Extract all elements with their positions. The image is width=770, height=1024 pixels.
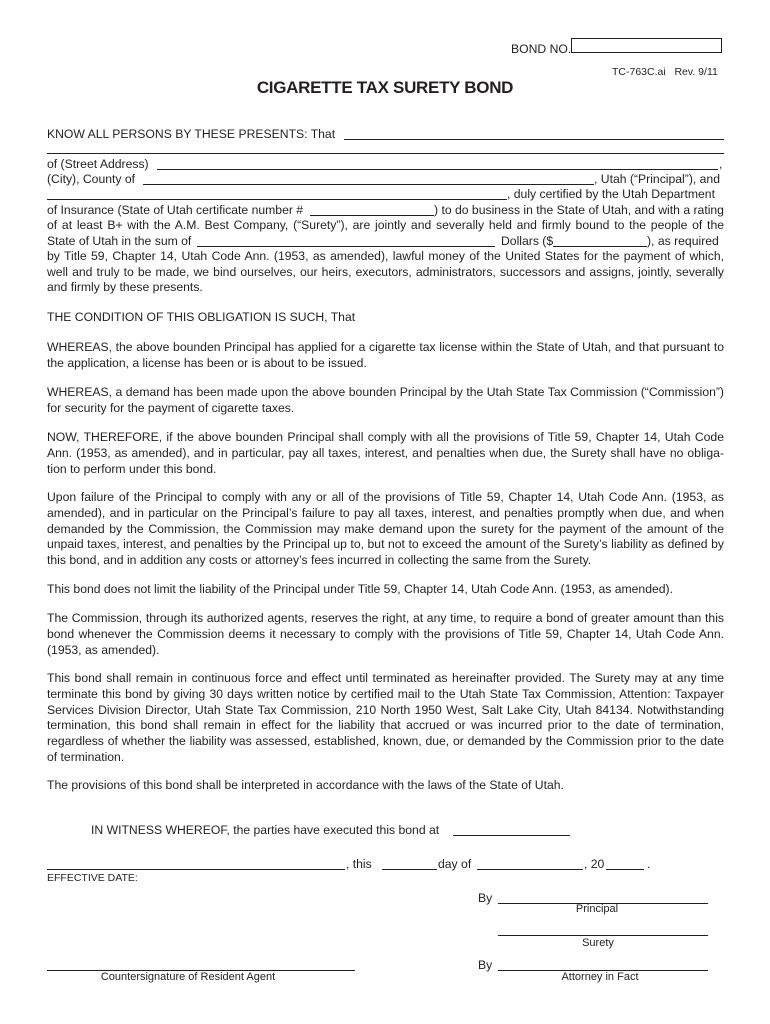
day-field[interactable] [382,869,437,870]
principal-label: Principal [575,903,619,915]
surety-name-field[interactable] [47,199,507,200]
provisions-paragraph: The provisions of this bond shall be interpreted in accordance with the laws of the State of Utah. [47,778,564,792]
duly-certified-text: , duly certified by the Utah Department [507,187,715,201]
year-period: . [647,857,651,871]
insurance-text-b: ) to do business in the State of Utah, and with a rating [434,203,724,217]
execution-place-field[interactable] [453,835,570,836]
form-revision: Rev. 9/11 [674,66,718,78]
page-title: CIGARETTE TAX SURETY BOND [256,78,514,97]
county-field[interactable] [143,184,594,185]
year-prefix-label: , 20 [584,857,605,871]
effective-date-field[interactable] [47,869,345,870]
form-id [612,66,718,78]
certificate-number-field[interactable] [310,215,434,216]
effective-date-label: EFFECTIVE DATE: [47,872,138,884]
best-company-text: of at least B+ with the A.M. Best Company, (“Surety”), are jointly and severally held and firmly bound to the people of the [47,218,724,232]
city-county-label: (City), County of [47,172,136,186]
attorney-by-label: By [478,958,493,972]
know-all-label: KNOW ALL PERSONS BY THESE PRESENTS: That [47,127,336,141]
day-of-label: day of [438,857,472,871]
sum-of-label: State of Utah in the sum of [47,234,192,248]
street-address-comma: , [719,157,723,171]
attorney-in-fact-label: Attorney in Fact [561,971,639,983]
principal-name-field[interactable] [344,139,724,140]
statute-line-a: by Title 59, Chapter 14, Utah Code Ann. (1953, as amended), lawful money of the United States for the payment of which, [47,249,724,263]
statute-line-c: and firmly by these presents. [47,280,203,294]
month-field[interactable] [477,869,583,870]
witness-text: IN WITNESS WHEREOF, the parties have executed this bond at [91,823,440,837]
bond-no-field[interactable] [571,38,722,53]
this-label: , this [346,857,372,871]
insurance-text-a: of Insurance (State of Utah certificate number # [47,203,304,217]
whereas-paragraph-2: WHEREAS, a demand has been made upon the above bounden Principal by the Utah State Tax Commission (“Commission”) for security for the payment of cigarette taxes. [47,385,724,415]
surety-label: Surety [582,937,614,949]
street-address-label: of (Street Address) [47,157,149,171]
principal-by-label: By [478,891,493,905]
surety-signature-field[interactable] [498,935,708,936]
as-required-text: ), as required [647,234,719,248]
now-therefore-paragraph: NOW, THEREFORE, if the above bounden Principal shall comply with all the provisions of Title 59, Chapter 14, Utah Code Ann. (1953, as amended), and in particular, pay all taxes, interest, and penalties when due, the Surety shall have no obliga-tion to perform under this bond. [47,430,724,476]
sum-words-field[interactable] [197,246,495,247]
form-number: TC-763C.ai [612,66,666,78]
condition-heading: THE CONDITION OF THIS OBLIGATION IS SUCH, That [47,310,356,324]
utah-principal-text: , Utah (“Principal”), and [594,172,720,186]
bond-no-label: BOND NO. [511,42,572,56]
street-address-field[interactable] [157,169,718,170]
upon-failure-paragraph: Upon failure of the Principal to comply with any or all of the provisions of Title 59, Chapter 14, Utah Code Ann. (1953, as amended), and in particular on the Principal’s failure to pay all taxes, interest, and penalties promptly when due, and when demanded by the Commission, the Commission may make demand upon the surety for the payment of the amount of the unpaid taxes, interest, and penalties by the Principal up to, but not to exceed the amount of the Surety’s liability as defined by this bond, and in addition any costs or attorney’s fees incurred in collecting the same from the Surety. [47,490,724,568]
commission-right-paragraph: The Commission, through its authorized agents, reserves the right, at any time, to require a bond of greater amount than this bond whenever the Commission deems it necessary to comply with the provisions of Title 59, Chapter 14, Utah Code Ann. (1953, as amended). [47,611,724,657]
whereas-paragraph-1: WHEREAS, the above bounden Principal has applied for a cigarette tax license within the State of Utah, and that pursuant to the application, a license has been or is about to be issued. [47,340,724,370]
principal-name-field-2[interactable] [47,153,724,154]
statute-line-b: well and truly to be made, we bind ourselves, our heirs, executors, administrators, successors and assigns, jointly, severally [47,265,724,279]
countersignature-label: Countersignature of Resident Agent [100,971,276,983]
no-limit-paragraph: This bond does not limit the liability of the Principal under Title 59, Chapter 14, Utah Code Ann. (1953, as amended). [47,582,673,596]
sum-amount-field[interactable] [553,246,647,247]
year-field[interactable] [606,869,644,870]
continuous-force-paragraph: This bond shall remain in continuous force and effect until terminated as hereinafter provided. The Surety may at any time terminate this bond by giving 30 days written notice by certified mail to the Utah State Tax Commission, Attention: Taxpayer Services Division Director, Utah State Tax Commission, 210 North 1950 West, Salt Lake City, Utah 84134. Notwithstanding termination, this bond shall remain in effect for the liability that accrued or was incurred prior to the date of termination, regardless of whether the liability was assessed, established, known, due, or demanded by the Commission prior to the date of termination. [47,671,724,764]
dollars-label: Dollars ($ [501,234,554,248]
